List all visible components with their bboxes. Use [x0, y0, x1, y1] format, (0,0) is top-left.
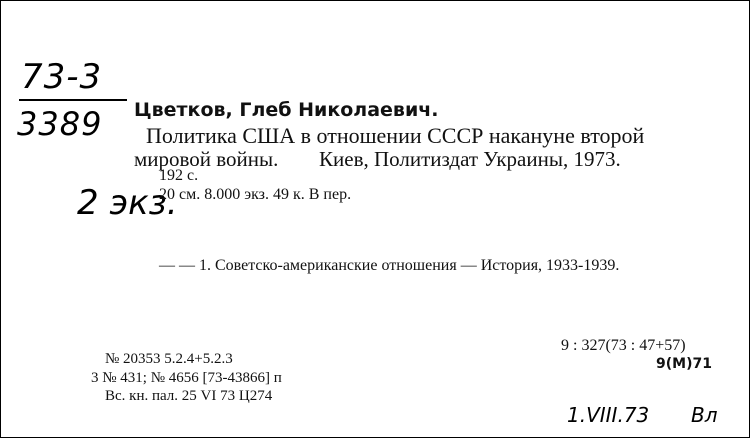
call-number-divider	[19, 99, 127, 101]
subject-heading: — — 1. Советско-американские отношения — История, 1933-1939.	[159, 257, 620, 274]
handwritten-signature: Вл	[691, 403, 718, 427]
title-line-2a: мировой войны.	[134, 147, 279, 171]
footer-line-1: № 20353 5.2.4+5.2.3	[105, 351, 233, 367]
call-number-top: 73-3	[21, 57, 103, 97]
bbk-index: 9(М)71	[656, 356, 712, 372]
copies-note: 2 экз.	[77, 183, 178, 223]
handwritten-date: 1.VIII.73	[567, 403, 650, 427]
title-line-1: Политика США в отношении СССР накануне второй	[146, 123, 645, 148]
pages: 192 с.	[159, 167, 199, 184]
author-heading: Цветков, Глеб Николаевич.	[134, 99, 439, 121]
udc-index: 9 : 327(73 : 47+57)	[561, 337, 686, 354]
footer-line-3: Вс. кн. пал. 25 VI 73 Ц274	[105, 388, 273, 404]
format-info: 20 см. 8.000 экз. 49 к. В пер.	[159, 186, 352, 203]
footer-line-2: 3 № 431; № 4656 [73-43866] п	[91, 370, 282, 386]
imprint: Киев, Политиздат Украины, 1973.	[319, 147, 621, 171]
call-number-bottom: 3389	[17, 105, 103, 143]
